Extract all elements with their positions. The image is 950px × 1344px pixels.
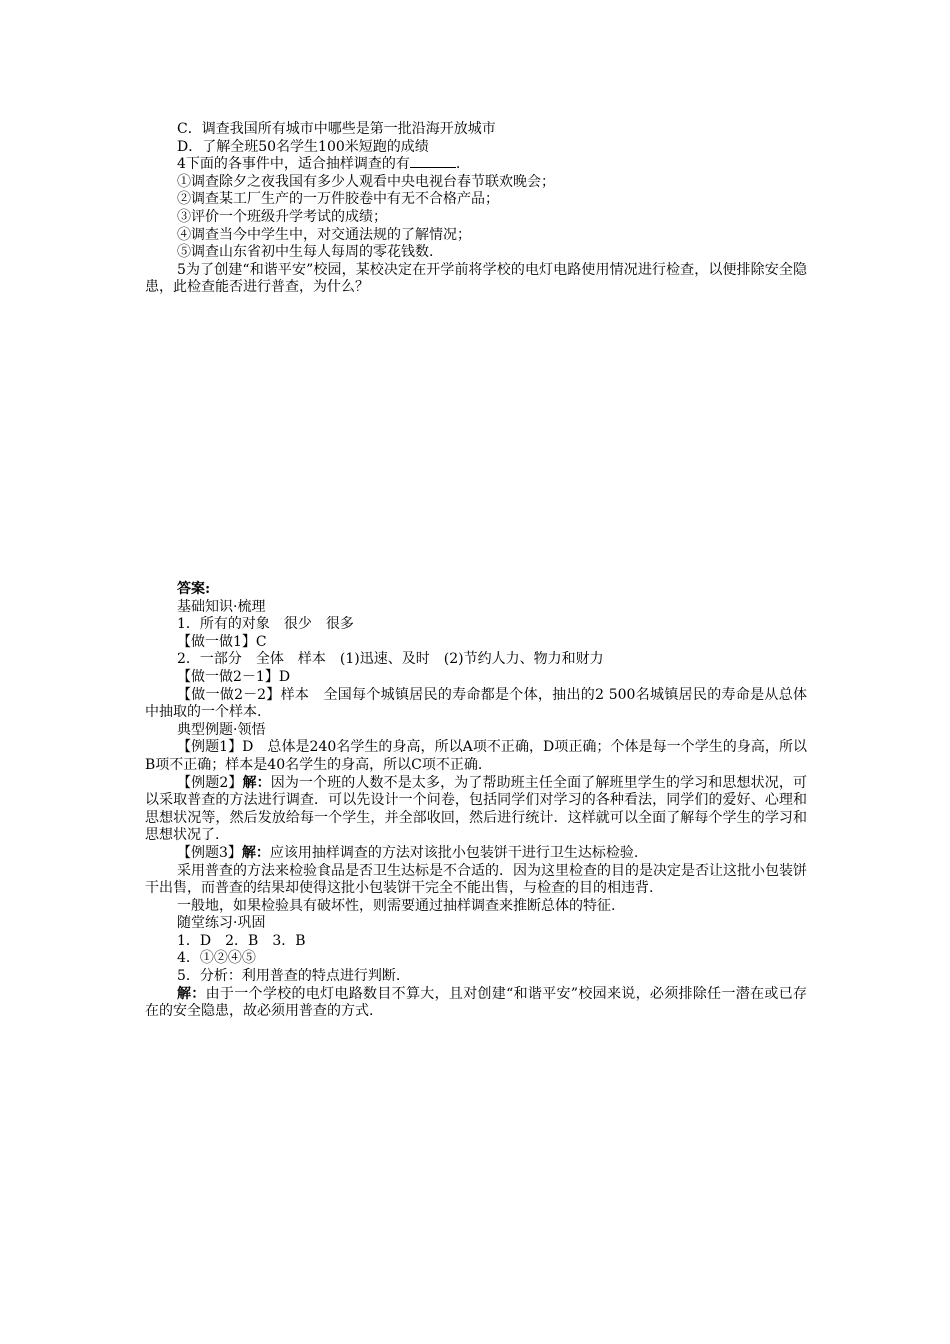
q3-option-c: C．调查我国所有城市中哪些是第一批沿海开放城市 (177, 121, 496, 137)
practice-1-3: 1．D 2．B 3．B (177, 932, 306, 949)
example-2-label: 【例题2】 (177, 774, 243, 791)
answer-1-try: 【做一做1】C (177, 633, 267, 650)
q4-item-5: ⑤调查山东省初中生每人每周的零花钱数. (177, 244, 434, 261)
q4-stem-end: . (455, 156, 461, 173)
q5-text: 5为了创建“和谐平安”校园，某校决定在开学前将学校的电灯电路使用情况进行检查，以便排除安全隐患，此检查能否进行普查，为什么？ (145, 261, 807, 296)
example-2 (145, 775, 807, 845)
q4-item-4: ④调查当今中学生中，对交通法规的了解情况； (177, 226, 471, 243)
section-examples: 典型例题·领悟 (177, 721, 266, 738)
example-2-text: 因为一个班的人数不是太多，为了帮助班主任全面了解班里学生的学习和思想状况，可以采取普查的方法进行调查．可以先设计一个问卷，包括同学们对学习的各种看法，同学们的爱好、心理和思想状况等，然后发放给每一个学生，并全部收回，然后进行统计．这样就可以全面了解每个学生的学习和思想状况了. (145, 774, 807, 844)
answer-2-try-2: 【做一做2－2】样本 全国每个城镇居民的寿命都是个体，抽出的2 500名城镇居民的寿命是从总体中抽取的一个样本. (145, 686, 807, 721)
example-3-paragraph-3: 一般地，如果检验具有破坏性，则需要通过抽样调查来推断总体的特征. (177, 897, 616, 914)
section-basics: 基础知识·梳理 (177, 598, 266, 615)
practice-5-analysis: 5．分析：利用普查的特点进行判断. (177, 968, 401, 985)
answer-blank (410, 166, 456, 168)
q4-item-3: ③评价一个班级升学考试的成绩； (177, 208, 387, 225)
practice-5-text: 由于一个学校的电灯电路数目不算大，且对创建“和谐平安”校园来说，必须排除任一潜在或已存在的安全隐患，故必须用普查的方式. (145, 985, 808, 1020)
answer-1: 1．所有的对象 很少 很多 (177, 616, 354, 633)
q4-item-2: ②调查某工厂生产的一万件胶卷中有无不合格产品； (177, 191, 499, 208)
example-3-label: 【例题3】 (177, 844, 242, 861)
example-3 (145, 845, 807, 863)
example-3-solution-label: 解： (241, 844, 270, 861)
q4-item-1: ①调查除夕之夜我国有多少人观看中央电视台春节联欢晚会； (177, 173, 555, 190)
example-3-text: 应该用抽样调查的方法对该批小包装饼干进行卫生达标检验. (269, 844, 639, 861)
q3-option-d: D．了解全班50名学生100米短跑的成绩 (177, 138, 429, 155)
answers-section (145, 581, 807, 1021)
practice-5-solution (145, 986, 807, 1021)
q4-stem (145, 156, 807, 174)
answer-2-try-1: 【做一做2－1】D (177, 668, 291, 685)
example-2-solution-label: 解： (242, 774, 271, 791)
questions-section (145, 121, 807, 297)
practice-4: 4．①②④⑤ (177, 950, 256, 967)
answer-2: 2．一部分 全体 样本 (1)迅速、及时 (2)节约人力、物力和财力 (177, 651, 604, 668)
example-3-paragraph-2: 采用普查的方法来检验食品是否卫生达标是不合适的．因为这里检查的目的是决定是否让这批小包装饼干出售，而普查的结果却使得这批小包装饼干完全不能出售，与检查的目的相违背. (145, 862, 807, 897)
section-practice: 随堂练习·巩固 (177, 915, 266, 932)
example-1: 【例题1】D 总体是240名学生的身高，所以A项不正确，D项正确；个体是每一个学生的身高，所以B项不正确；样本是40名学生的身高，所以C项不正确. (145, 739, 807, 773)
answers-heading: 答案: (177, 581, 211, 597)
q4-stem-text: 4下面的各事件中，适合抽样调查的有 (177, 156, 410, 173)
practice-5-solution-label: 解： (177, 985, 206, 1002)
